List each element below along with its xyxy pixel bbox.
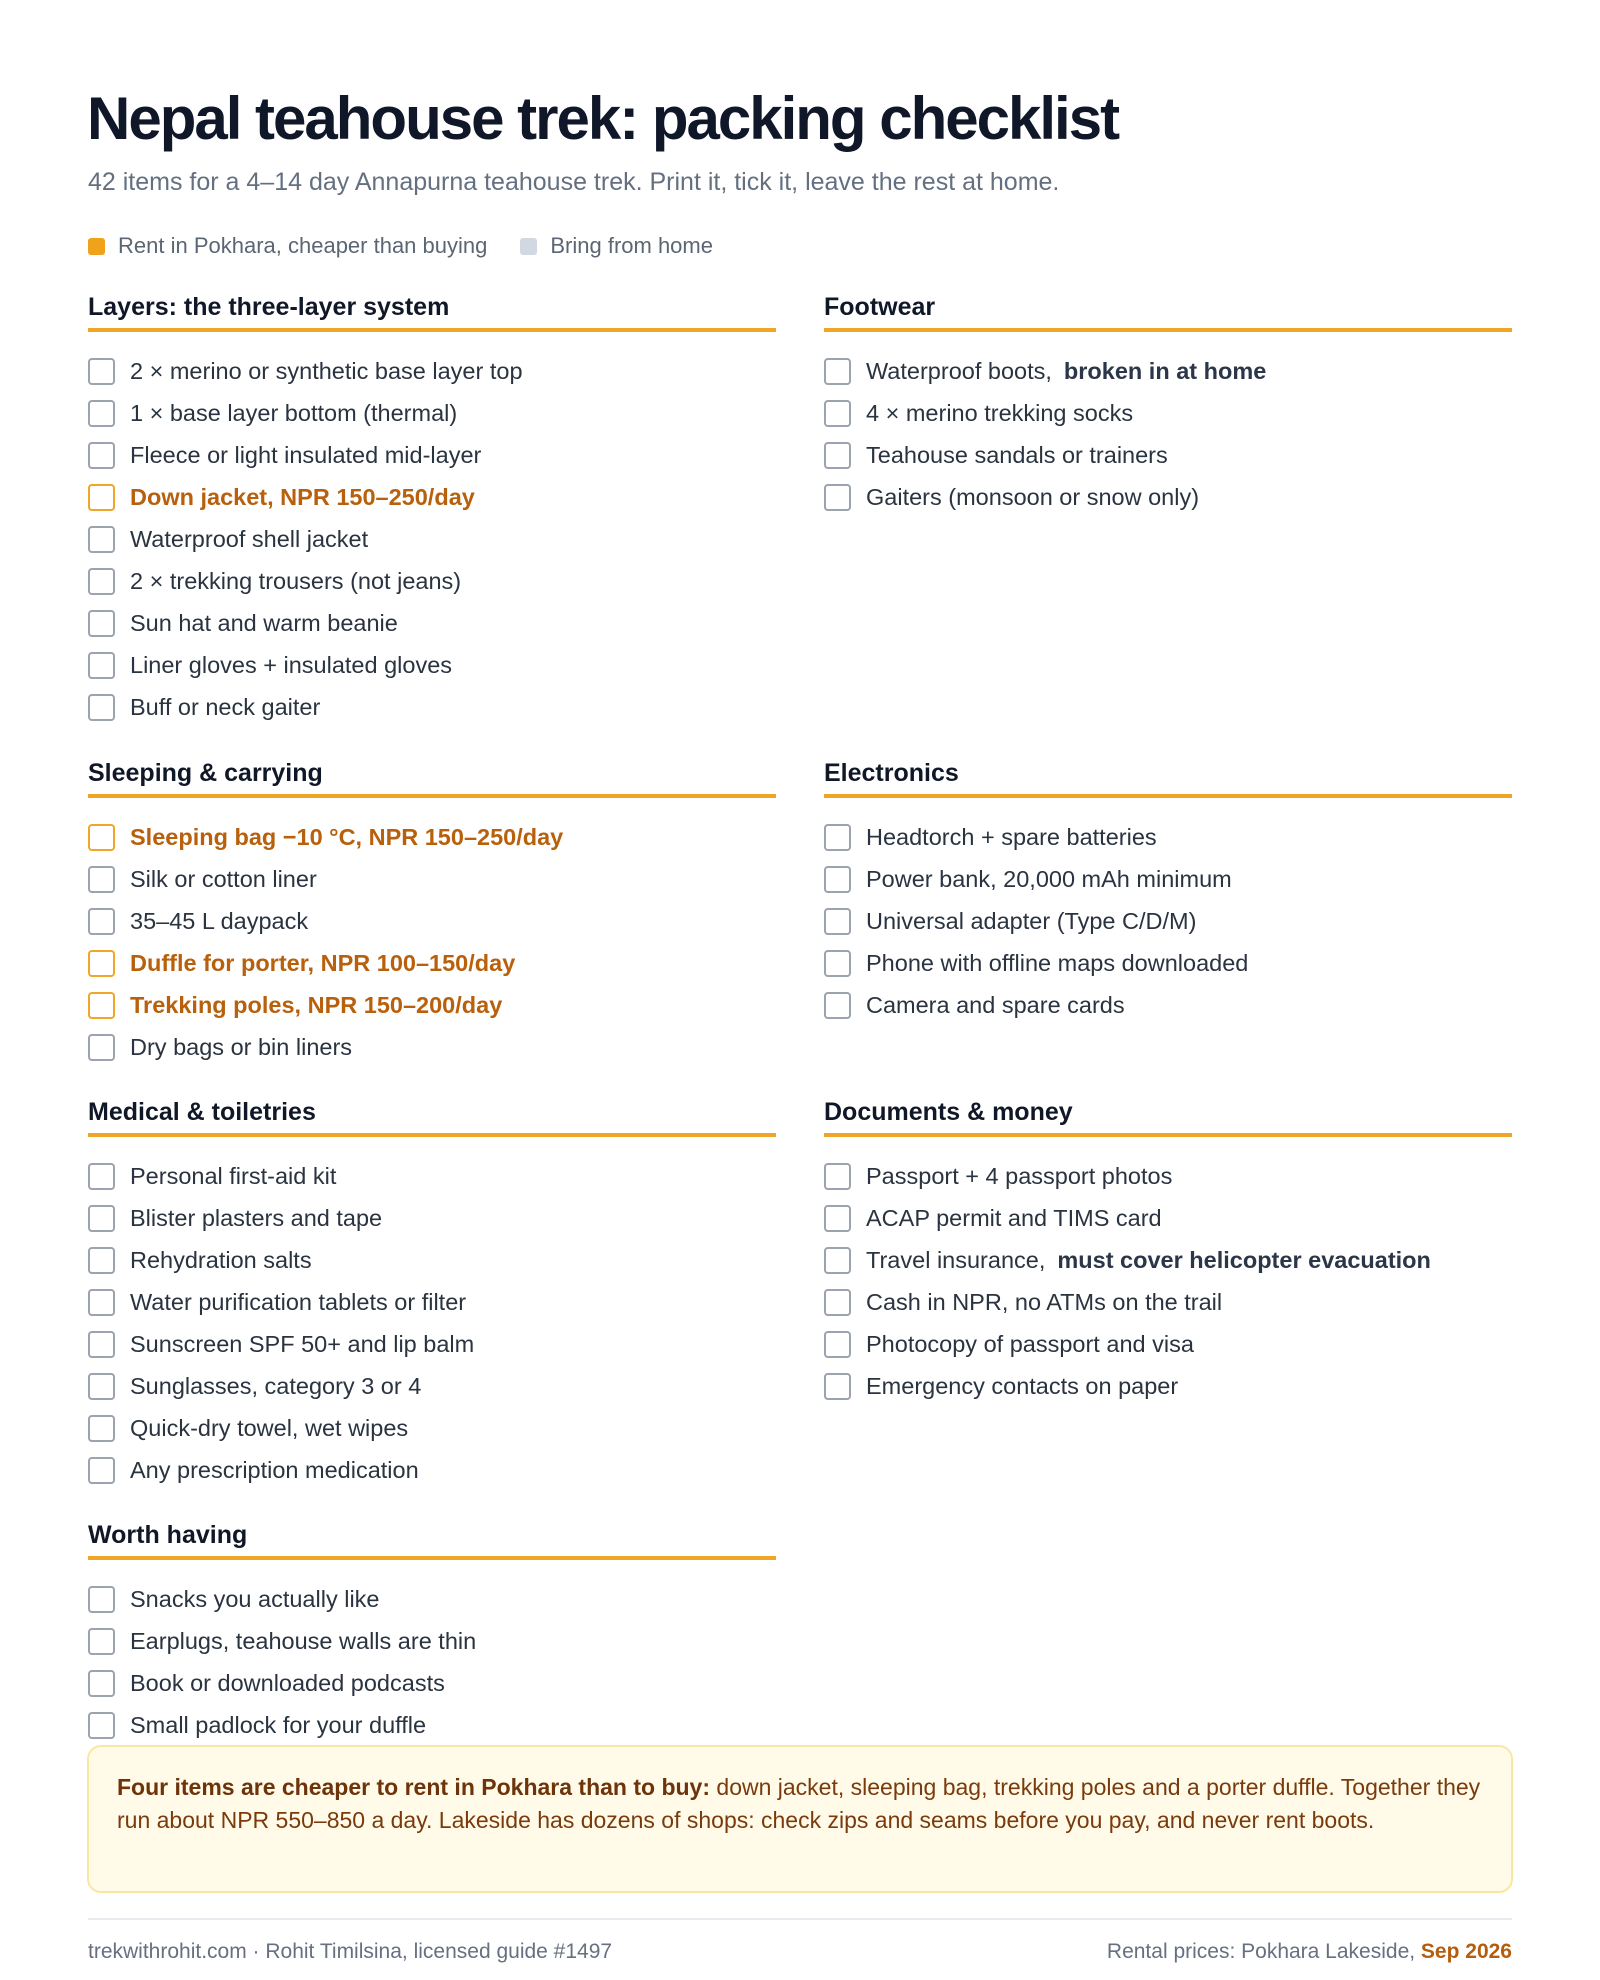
item-label: Liner gloves + insulated gloves (130, 651, 453, 678)
item-label: Fleece or light insulated mid-layer (130, 441, 482, 468)
item-label: Small padlock for your duffle (130, 1711, 427, 1738)
item-label: Waterproof shell jacket (130, 525, 369, 552)
checkbox[interactable] (88, 1205, 115, 1232)
checkbox[interactable] (88, 1373, 115, 1400)
checklist-item[interactable] (88, 1281, 776, 1323)
checklist-item[interactable] (88, 686, 776, 728)
checkbox[interactable] (824, 992, 851, 1019)
checkbox[interactable] (88, 1331, 115, 1358)
checklist-item[interactable] (88, 900, 776, 942)
item-label: Phone with offline maps downloaded (866, 949, 1249, 976)
checkbox[interactable] (88, 568, 115, 595)
checklist-item[interactable] (88, 1407, 776, 1449)
checkbox[interactable] (824, 908, 851, 935)
checklist-item[interactable] (88, 1704, 776, 1746)
checkbox[interactable] (88, 400, 115, 427)
checklist-item[interactable] (88, 1026, 776, 1068)
page-subtitle: 42 items for a 4–14 day Annapurna teahouse trek. Print it, tick it, leave the rest at home. (88, 168, 1060, 196)
checklist-item[interactable] (88, 942, 776, 984)
checklist-item[interactable] (824, 900, 1512, 942)
item-label: Quick-dry towel, wet wipes (130, 1414, 409, 1441)
checkbox[interactable] (88, 1712, 115, 1739)
checklist-item[interactable] (824, 392, 1512, 434)
checklist-item[interactable] (824, 1155, 1512, 1197)
checklist-item[interactable] (824, 1239, 1512, 1281)
checklist-item[interactable] (88, 1449, 776, 1491)
checklist-item[interactable] (824, 1281, 1512, 1323)
checklist-item[interactable] (824, 434, 1512, 476)
checkbox[interactable] (88, 526, 115, 553)
checkbox[interactable] (88, 1163, 115, 1190)
checklist-item[interactable] (824, 816, 1512, 858)
item-label: Teahouse sandals or trainers (866, 441, 1168, 468)
item-label: 4 × merino trekking socks (866, 399, 1134, 426)
footer-rental-date: Sep 2026 (1420, 1940, 1512, 1963)
item-label: Passport + 4 passport photos (866, 1162, 1173, 1189)
item-label: Universal adapter (Type C/D/M) (866, 907, 1197, 934)
item-label: Duffle for porter, NPR 100–150/day (130, 949, 516, 976)
checkbox[interactable] (824, 400, 851, 427)
checklist-item[interactable] (88, 1620, 776, 1662)
checkbox[interactable] (824, 824, 851, 851)
item-label: Trekking poles, NPR 150–200/day (130, 991, 503, 1018)
checkbox[interactable] (88, 442, 115, 469)
checkbox[interactable] (88, 484, 115, 511)
checkbox[interactable] (88, 1415, 115, 1442)
item-label: 35–45 L daypack (130, 907, 309, 934)
item-label: Down jacket, NPR 150–250/day (130, 483, 475, 510)
item-label: Headtorch + spare batteries (866, 823, 1157, 850)
checklist-item[interactable] (88, 434, 776, 476)
checklist-item[interactable] (824, 350, 1512, 392)
callout-lead: Four items are cheaper to rent in Pokhara than to buy: (117, 1774, 711, 1800)
checklist-item[interactable] (88, 518, 776, 560)
checklist-item[interactable] (88, 1197, 776, 1239)
checkbox[interactable] (88, 610, 115, 637)
checklist-item[interactable] (88, 476, 776, 518)
checkbox[interactable] (824, 358, 851, 385)
footer-divider (88, 1918, 1512, 1920)
checkbox[interactable] (88, 1247, 115, 1274)
checkbox[interactable] (824, 1331, 851, 1358)
section-documents (824, 1095, 1512, 1407)
checklist-item[interactable] (824, 1197, 1512, 1239)
checklist-item[interactable] (824, 476, 1512, 518)
checklist-item[interactable] (88, 560, 776, 602)
checklist-item[interactable] (88, 1323, 776, 1365)
item-label: Dry bags or bin liners (130, 1033, 353, 1060)
page-title: Nepal teahouse trek: packing checklist (87, 85, 1119, 152)
item-label: Snacks you actually like (130, 1585, 380, 1612)
checkbox[interactable] (88, 694, 115, 721)
checkbox[interactable] (88, 1670, 115, 1697)
section-title: Electronics (824, 756, 1512, 798)
home-swatch-icon (520, 238, 537, 255)
item-label: Waterproof boots, (866, 357, 1052, 384)
item-label: Cash in NPR, no ATMs on the trail (866, 1288, 1223, 1315)
section-title: Medical & toiletries (88, 1095, 776, 1137)
item-label: Blister plasters and tape (130, 1204, 383, 1231)
checkbox[interactable] (88, 992, 115, 1019)
item-label: 1 × base layer bottom (thermal) (130, 399, 458, 426)
item-label: Earplugs, teahouse walls are thin (130, 1627, 477, 1654)
checkbox[interactable] (88, 652, 115, 679)
item-label: Personal first-aid kit (130, 1162, 337, 1189)
item-label: Photocopy of passport and visa (866, 1330, 1194, 1357)
item-label: Travel insurance, (866, 1246, 1046, 1273)
item-label: ACAP permit and TIMS card (866, 1204, 1162, 1231)
checkbox[interactable] (824, 442, 851, 469)
checklist-item[interactable] (88, 602, 776, 644)
checklist-item[interactable] (88, 644, 776, 686)
section-medical (88, 1095, 776, 1491)
item-label: Power bank, 20,000 mAh minimum (866, 865, 1232, 892)
item-label: Silk or cotton liner (130, 865, 317, 892)
checklist-item[interactable] (88, 1155, 776, 1197)
section-title: Footwear (824, 290, 1512, 332)
rent-swatch-icon (88, 238, 105, 255)
checklist-item[interactable] (88, 1239, 776, 1281)
checklist-item[interactable] (88, 984, 776, 1026)
item-label: Any prescription medication (130, 1456, 419, 1483)
checklist-item[interactable] (88, 1662, 776, 1704)
item-label: Sunscreen SPF 50+ and lip balm (130, 1330, 475, 1357)
checklist-item[interactable] (88, 1578, 776, 1620)
item-label: Water purification tablets or filter (130, 1288, 467, 1315)
checklist-item[interactable] (824, 984, 1512, 1026)
checkbox[interactable] (88, 1457, 115, 1484)
item-label: Rehydration salts (130, 1246, 312, 1273)
checkbox[interactable] (824, 484, 851, 511)
checkbox[interactable] (88, 1586, 115, 1613)
item-label: Buff or neck gaiter (130, 693, 321, 720)
checklist-item[interactable] (88, 816, 776, 858)
section-layers (88, 290, 776, 728)
checkbox[interactable] (88, 1289, 115, 1316)
item-emphasis: broken in at home (1063, 357, 1267, 384)
rental-callout (87, 1745, 1513, 1893)
section-worth-having (88, 1518, 776, 1746)
checkbox[interactable] (88, 908, 115, 935)
checkbox[interactable] (88, 824, 115, 851)
checklist-item[interactable] (88, 350, 776, 392)
item-label: Sun hat and warm beanie (130, 609, 398, 636)
section-electronics (824, 756, 1512, 1026)
section-footwear (824, 290, 1512, 518)
checkbox[interactable] (824, 1163, 851, 1190)
section-title: Worth having (88, 1518, 776, 1560)
checkbox[interactable] (88, 1034, 115, 1061)
checklist-item[interactable] (824, 942, 1512, 984)
section-title: Layers: the three-layer system (88, 290, 776, 332)
checklist-item[interactable] (88, 1365, 776, 1407)
legend-rent-label: Rent in Pokhara, cheaper than buying (118, 233, 488, 258)
section-title: Sleeping & carrying (88, 756, 776, 798)
checklist-item[interactable] (88, 392, 776, 434)
checkbox[interactable] (824, 1289, 851, 1316)
callout-body: down jacket, sleeping bag, trekking poles and a porter duffle. Together they run about NPR 550–850 a day. Lakeside has dozens of shops: check zips and seams before you pay, and never rent boots. (117, 1774, 1481, 1833)
checklist-item[interactable] (824, 1365, 1512, 1407)
footer-rental-prefix: Rental prices: Pokhara Lakeside, (1106, 1940, 1416, 1963)
checkbox[interactable] (824, 1205, 851, 1232)
item-emphasis: must cover helicopter evacuation (1057, 1246, 1431, 1273)
item-label: 2 × merino or synthetic base layer top (130, 357, 523, 384)
checkbox[interactable] (88, 866, 115, 893)
section-sleeping (88, 756, 776, 1068)
legend-home-label: Bring from home (550, 233, 713, 258)
item-label: Book or downloaded podcasts (130, 1669, 445, 1696)
checkbox[interactable] (824, 866, 851, 893)
checklist-item[interactable] (824, 858, 1512, 900)
checkbox[interactable] (88, 1628, 115, 1655)
checklist-item[interactable] (824, 1323, 1512, 1365)
checkbox[interactable] (824, 1373, 851, 1400)
checkbox[interactable] (88, 950, 115, 977)
item-label: Gaiters (monsoon or snow only) (866, 483, 1200, 510)
item-label: Emergency contacts on paper (866, 1372, 1179, 1399)
item-label: 2 × trekking trousers (not jeans) (130, 567, 462, 594)
footer-credit: trekwithrohit.com · Rohit Timilsina, licensed guide #1497 (88, 1940, 613, 1963)
footer-rental-note (1107, 1940, 1512, 1964)
item-label: Sunglasses, category 3 or 4 (130, 1372, 422, 1399)
section-title: Documents & money (824, 1095, 1512, 1137)
item-label: Camera and spare cards (866, 991, 1125, 1018)
legend (88, 233, 713, 259)
item-label: Sleeping bag −10 °C, NPR 150–250/day (130, 823, 564, 850)
checkbox[interactable] (824, 1247, 851, 1274)
checkbox[interactable] (824, 950, 851, 977)
checklist-item[interactable] (88, 858, 776, 900)
checkbox[interactable] (88, 358, 115, 385)
